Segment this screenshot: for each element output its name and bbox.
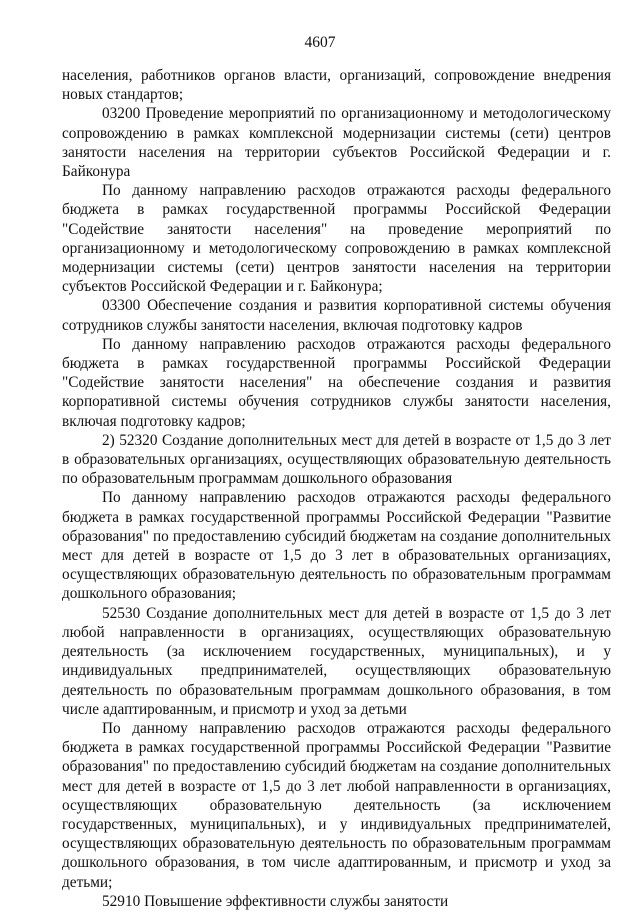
paragraph: 03200 Проведение мероприятий по организационному и методологическому сопровождению в рамках комплексной модернизации системы (сети) центров занятости населения на территории субъектов Российской Федерации и г. Байконура — [62, 105, 611, 181]
paragraph: По данному направлению расходов отражаются расходы федерального бюджета в рамках государственной программы Российской Федерации "Развитие образования" по предоставлению субсидий бюджетам на создание дополнительных мест для детей в возрасте от 1,5 до 3 лет в образовательных организациях, осуществляющих образовательную деятельность по образовательным программам дошкольного образования; — [62, 489, 611, 603]
paragraph: 52530 Создание дополнительных мест для детей в возрасте от 1,5 до 3 лет любой направленности в организациях, осуществляющих образовательную деятельность (за исключением государственных, муниципальных), и у индивидуальных предпринимателей, осуществляющих образовательную деятельность по образовательным программам дошкольного образования, в том числе адаптированным, и присмотр и уход за детьми — [62, 604, 611, 718]
paragraph: 2) 52320 Создание дополнительных мест для детей в возрасте от 1,5 до 3 лет в образовательных организациях, осуществляющих образовательную деятельность по образовательным программам дошкольного образования — [62, 431, 611, 488]
paragraph: 03300 Обеспечение создания и развития корпоративной системы обучения сотрудников службы занятости населения, включая подготовку кадров — [62, 297, 611, 334]
paragraph: По данному направлению расходов отражаются расходы федерального бюджета в рамках государственной программы Российской Федерации "Содействие занятости населения" на обеспечение создания и развития корпоративной системы обучения сотрудников службы занятости населения, включая подготовку кадров; — [62, 335, 611, 430]
paragraph: По данному направлению расходов отражаются расходы федерального бюджета в рамках государственной программы Российской Федерации "Содействие занятости населения" на проведение мероприятий по организационному и методологическому сопровождению в рамках комплексной модернизации системы (сети) центров занятости населения на территории субъектов Российской Федерации и г. Байконура; — [62, 182, 611, 296]
paragraph: 52910 Повышение эффективности службы занятости — [102, 892, 449, 910]
paragraph: По данному направлению расходов отражаются расходы федерального бюджета в рамках государственной программы Российской Федерации "Развитие образования" по предоставлению субсидий бюджетам на создание дополнительных мест для детей в возрасте от 1,5 до 3 лет любой направленности в организациях, осуществляющих образовательную деятельность (за исключением государственных, муниципальных), и у индивидуальных предпринимателей, осуществляющих образовательную деятельность по образовательным программам дошкольного образования, в том числе адаптированным, и присмотр и уход за детьми; — [62, 719, 611, 891]
page-number: 4607 — [304, 34, 336, 51]
paragraph: населения, работников органов власти, организаций, сопровождение внедрения новых стандартов; — [62, 67, 611, 104]
document-body — [62, 66, 611, 911]
